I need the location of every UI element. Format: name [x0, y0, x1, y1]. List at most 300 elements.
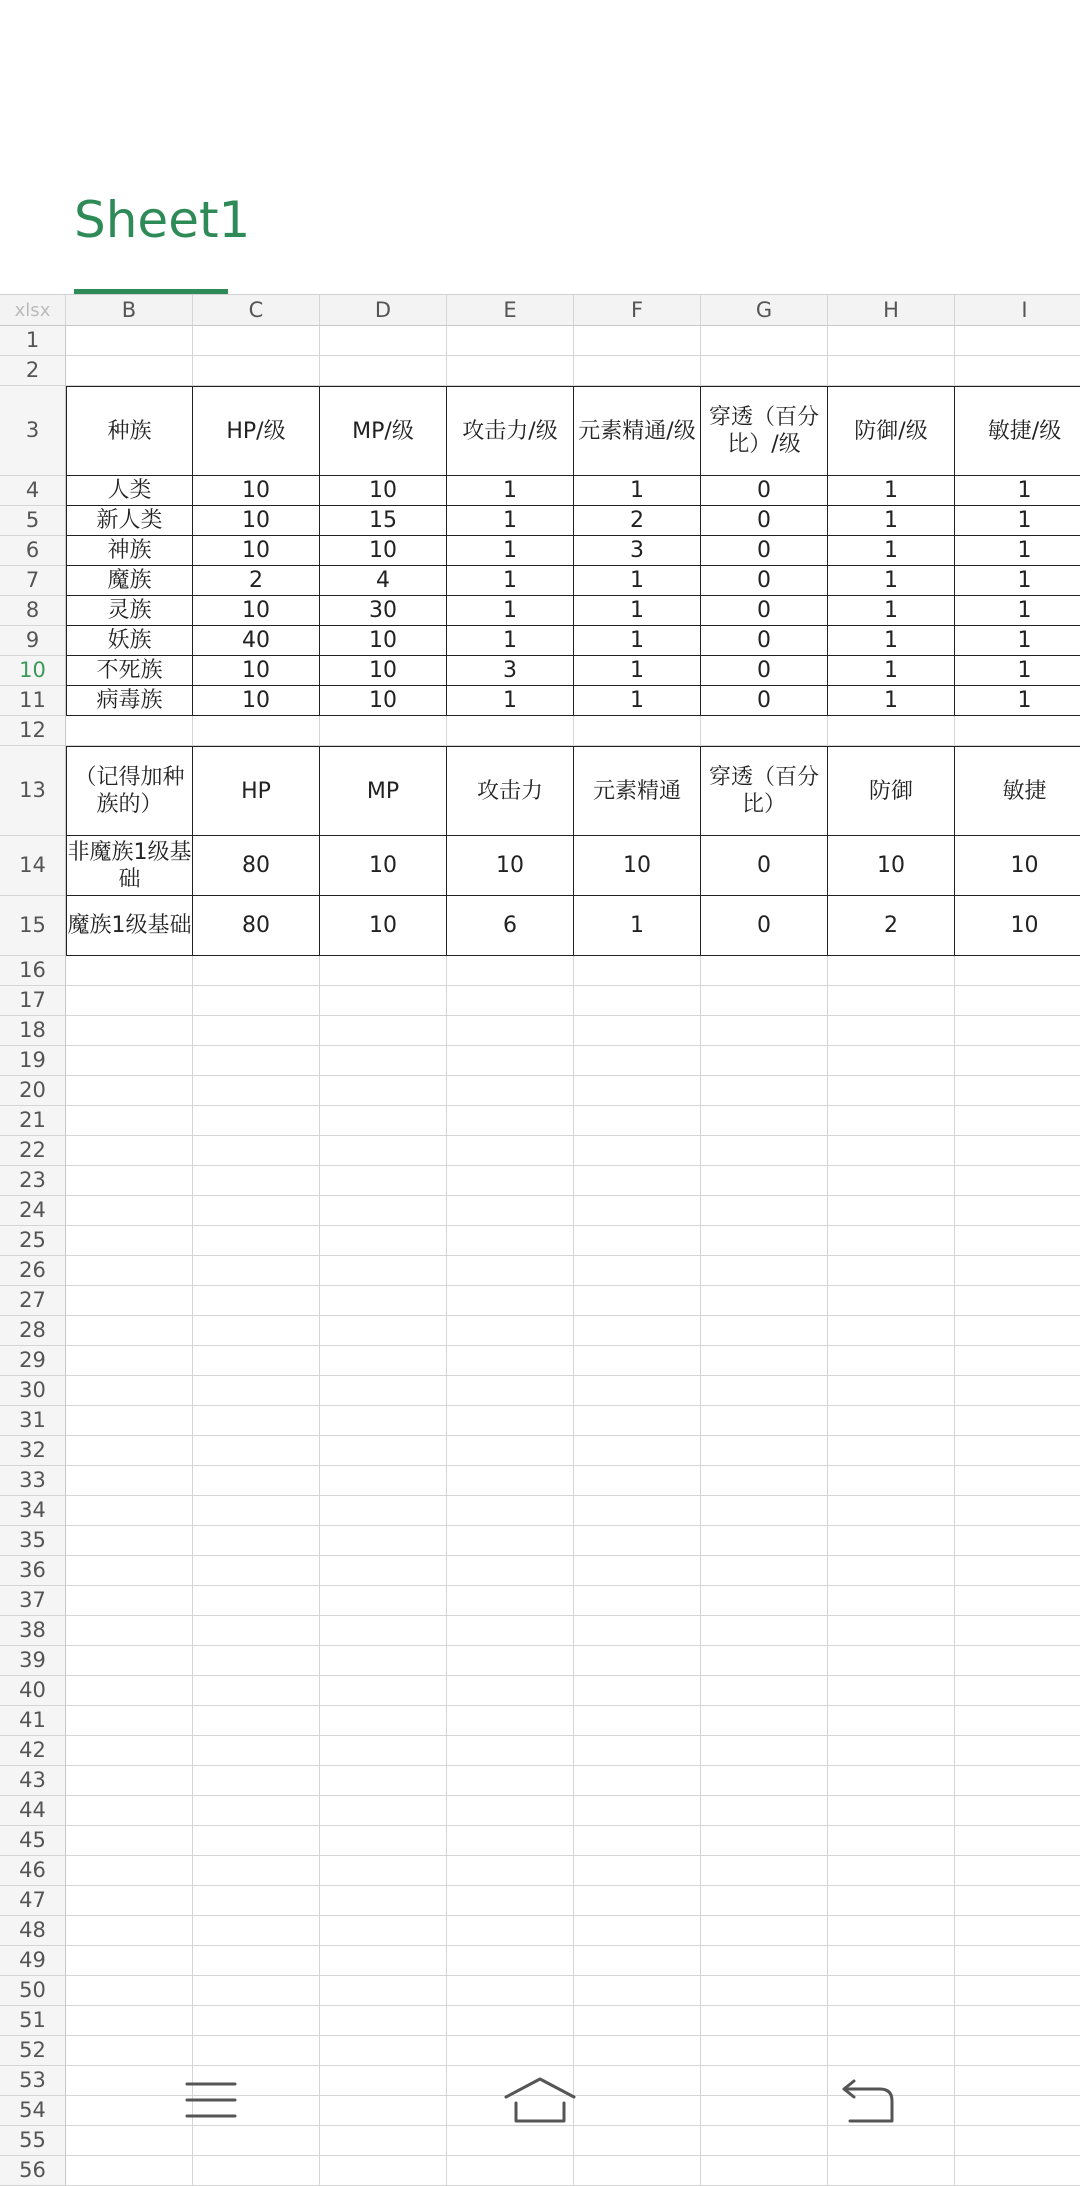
cell-b10[interactable]: 不死族	[66, 656, 193, 686]
cell-e7[interactable]: 1	[447, 566, 574, 596]
cell-i6[interactable]: 1	[955, 536, 1080, 566]
cell-h36[interactable]	[828, 1556, 955, 1586]
cell-d38[interactable]	[320, 1616, 447, 1646]
cell-b22[interactable]	[66, 1136, 193, 1166]
cell-e23[interactable]	[447, 1166, 574, 1196]
cell-b43[interactable]	[66, 1766, 193, 1796]
cell-f56[interactable]	[574, 2156, 701, 2186]
cell-f48[interactable]	[574, 1916, 701, 1946]
home-icon[interactable]	[500, 2070, 580, 2130]
cell-h19[interactable]	[828, 1046, 955, 1076]
row-header-16[interactable]: 16	[0, 956, 66, 986]
cell-f32[interactable]	[574, 1436, 701, 1466]
cell-d26[interactable]	[320, 1256, 447, 1286]
cell-h20[interactable]	[828, 1076, 955, 1106]
cell-h4[interactable]: 1	[828, 476, 955, 506]
cell-f38[interactable]	[574, 1616, 701, 1646]
row-header-37[interactable]: 37	[0, 1586, 66, 1616]
cell-d51[interactable]	[320, 2006, 447, 2036]
row-header-55[interactable]: 55	[0, 2126, 66, 2156]
cell-b31[interactable]	[66, 1406, 193, 1436]
cell-g28[interactable]	[701, 1316, 828, 1346]
cell-c46[interactable]	[193, 1856, 320, 1886]
cell-b46[interactable]	[66, 1856, 193, 1886]
cell-g14[interactable]: 0	[701, 836, 828, 896]
row-header-52[interactable]: 52	[0, 2036, 66, 2066]
row-header-24[interactable]: 24	[0, 1196, 66, 1226]
cell-g33[interactable]	[701, 1466, 828, 1496]
row-header-7[interactable]: 7	[0, 566, 66, 596]
cell-i37[interactable]	[955, 1586, 1080, 1616]
cell-f28[interactable]	[574, 1316, 701, 1346]
cell-e47[interactable]	[447, 1886, 574, 1916]
row-header-23[interactable]: 23	[0, 1166, 66, 1196]
cell-d14[interactable]: 10	[320, 836, 447, 896]
cell-f14[interactable]: 10	[574, 836, 701, 896]
cell-d56[interactable]	[320, 2156, 447, 2186]
row-header-6[interactable]: 6	[0, 536, 66, 566]
cell-d22[interactable]	[320, 1136, 447, 1166]
row-header-30[interactable]: 30	[0, 1376, 66, 1406]
cell-i40[interactable]	[955, 1676, 1080, 1706]
cell-f50[interactable]	[574, 1976, 701, 2006]
cell-d21[interactable]	[320, 1106, 447, 1136]
cell-e15[interactable]: 6	[447, 896, 574, 956]
cell-c51[interactable]	[193, 2006, 320, 2036]
cell-e4[interactable]: 1	[447, 476, 574, 506]
column-header-c[interactable]: C	[193, 294, 320, 326]
cell-b28[interactable]	[66, 1316, 193, 1346]
cell-b18[interactable]	[66, 1016, 193, 1046]
cell-i34[interactable]	[955, 1496, 1080, 1526]
cell-i19[interactable]	[955, 1046, 1080, 1076]
cell-c24[interactable]	[193, 1196, 320, 1226]
cell-h41[interactable]	[828, 1706, 955, 1736]
cell-i16[interactable]	[955, 956, 1080, 986]
cell-b24[interactable]	[66, 1196, 193, 1226]
cell-e27[interactable]	[447, 1286, 574, 1316]
cell-g51[interactable]	[701, 2006, 828, 2036]
cell-c38[interactable]	[193, 1616, 320, 1646]
cell-c1[interactable]	[193, 326, 320, 356]
row-header-49[interactable]: 49	[0, 1946, 66, 1976]
cell-d34[interactable]	[320, 1496, 447, 1526]
cell-d37[interactable]	[320, 1586, 447, 1616]
cell-g26[interactable]	[701, 1256, 828, 1286]
cell-h6[interactable]: 1	[828, 536, 955, 566]
cell-h26[interactable]	[828, 1256, 955, 1286]
cell-f8[interactable]: 1	[574, 596, 701, 626]
cell-c16[interactable]	[193, 956, 320, 986]
cell-e41[interactable]	[447, 1706, 574, 1736]
select-all-corner[interactable]: xlsx	[0, 294, 66, 326]
cell-c35[interactable]	[193, 1526, 320, 1556]
cell-i36[interactable]	[955, 1556, 1080, 1586]
cell-c31[interactable]	[193, 1406, 320, 1436]
cell-c41[interactable]	[193, 1706, 320, 1736]
cell-d2[interactable]	[320, 356, 447, 386]
cell-b12[interactable]	[66, 716, 193, 746]
cell-e37[interactable]	[447, 1586, 574, 1616]
cell-f1[interactable]	[574, 326, 701, 356]
cell-g31[interactable]	[701, 1406, 828, 1436]
cell-f15[interactable]: 1	[574, 896, 701, 956]
menu-icon[interactable]	[171, 2070, 251, 2130]
cell-g45[interactable]	[701, 1826, 828, 1856]
row-header-29[interactable]: 29	[0, 1346, 66, 1376]
row-header-4[interactable]: 4	[0, 476, 66, 506]
cell-d44[interactable]	[320, 1796, 447, 1826]
cell-d29[interactable]	[320, 1346, 447, 1376]
cell-h10[interactable]: 1	[828, 656, 955, 686]
cell-h50[interactable]	[828, 1976, 955, 2006]
cell-b7[interactable]: 魔族	[66, 566, 193, 596]
cell-c50[interactable]	[193, 1976, 320, 2006]
cell-e9[interactable]: 1	[447, 626, 574, 656]
cell-i30[interactable]	[955, 1376, 1080, 1406]
row-header-5[interactable]: 5	[0, 506, 66, 536]
cell-d4[interactable]: 10	[320, 476, 447, 506]
cell-g25[interactable]	[701, 1226, 828, 1256]
cell-e44[interactable]	[447, 1796, 574, 1826]
cell-c18[interactable]	[193, 1016, 320, 1046]
cell-i7[interactable]: 1	[955, 566, 1080, 596]
cell-c14[interactable]: 80	[193, 836, 320, 896]
cell-f21[interactable]	[574, 1106, 701, 1136]
row-header-45[interactable]: 45	[0, 1826, 66, 1856]
cell-f33[interactable]	[574, 1466, 701, 1496]
row-header-41[interactable]: 41	[0, 1706, 66, 1736]
cell-d3[interactable]: MP/级	[320, 386, 447, 476]
cell-i56[interactable]	[955, 2156, 1080, 2186]
cell-c4[interactable]: 10	[193, 476, 320, 506]
cell-c27[interactable]	[193, 1286, 320, 1316]
cell-h18[interactable]	[828, 1016, 955, 1046]
cell-b44[interactable]	[66, 1796, 193, 1826]
cell-h39[interactable]	[828, 1646, 955, 1676]
cell-c5[interactable]: 10	[193, 506, 320, 536]
cell-e20[interactable]	[447, 1076, 574, 1106]
cell-c26[interactable]	[193, 1256, 320, 1286]
row-header-26[interactable]: 26	[0, 1256, 66, 1286]
cell-c13[interactable]: HP	[193, 746, 320, 836]
cell-e46[interactable]	[447, 1856, 574, 1886]
cell-e2[interactable]	[447, 356, 574, 386]
cell-h48[interactable]	[828, 1916, 955, 1946]
row-header-2[interactable]: 2	[0, 356, 66, 386]
cell-i51[interactable]	[955, 2006, 1080, 2036]
cell-b51[interactable]	[66, 2006, 193, 2036]
cell-g5[interactable]: 0	[701, 506, 828, 536]
cell-h56[interactable]	[828, 2156, 955, 2186]
cell-e12[interactable]	[447, 716, 574, 746]
cell-c49[interactable]	[193, 1946, 320, 1976]
cell-e3[interactable]: 攻击力/级	[447, 386, 574, 476]
cell-g39[interactable]	[701, 1646, 828, 1676]
cell-i31[interactable]	[955, 1406, 1080, 1436]
cell-b2[interactable]	[66, 356, 193, 386]
cell-i25[interactable]	[955, 1226, 1080, 1256]
cell-e49[interactable]	[447, 1946, 574, 1976]
cell-i45[interactable]	[955, 1826, 1080, 1856]
cell-g17[interactable]	[701, 986, 828, 1016]
cell-i8[interactable]: 1	[955, 596, 1080, 626]
cell-f11[interactable]: 1	[574, 686, 701, 716]
cell-h31[interactable]	[828, 1406, 955, 1436]
cell-c2[interactable]	[193, 356, 320, 386]
cell-g8[interactable]: 0	[701, 596, 828, 626]
cell-b13[interactable]: （记得加种族的）	[66, 746, 193, 836]
cell-h38[interactable]	[828, 1616, 955, 1646]
row-header-28[interactable]: 28	[0, 1316, 66, 1346]
cell-c33[interactable]	[193, 1466, 320, 1496]
cell-h33[interactable]	[828, 1466, 955, 1496]
cell-h44[interactable]	[828, 1796, 955, 1826]
row-header-43[interactable]: 43	[0, 1766, 66, 1796]
row-header-32[interactable]: 32	[0, 1436, 66, 1466]
cell-d45[interactable]	[320, 1826, 447, 1856]
cell-i24[interactable]	[955, 1196, 1080, 1226]
cell-d42[interactable]	[320, 1736, 447, 1766]
cell-f49[interactable]	[574, 1946, 701, 1976]
sheet-tab[interactable]: Sheet1	[74, 191, 251, 249]
row-header-10[interactable]: 10	[0, 656, 66, 686]
row-header-46[interactable]: 46	[0, 1856, 66, 1886]
cell-e1[interactable]	[447, 326, 574, 356]
cell-h27[interactable]	[828, 1286, 955, 1316]
cell-d11[interactable]: 10	[320, 686, 447, 716]
cell-b41[interactable]	[66, 1706, 193, 1736]
cell-i47[interactable]	[955, 1886, 1080, 1916]
cell-c15[interactable]: 80	[193, 896, 320, 956]
cell-g48[interactable]	[701, 1916, 828, 1946]
row-header-44[interactable]: 44	[0, 1796, 66, 1826]
cell-g9[interactable]: 0	[701, 626, 828, 656]
cell-c9[interactable]: 40	[193, 626, 320, 656]
cell-e16[interactable]	[447, 956, 574, 986]
cell-g3[interactable]: 穿透（百分比）/级	[701, 386, 828, 476]
cell-i42[interactable]	[955, 1736, 1080, 1766]
cell-b30[interactable]	[66, 1376, 193, 1406]
cell-g32[interactable]	[701, 1436, 828, 1466]
cell-i13[interactable]: 敏捷	[955, 746, 1080, 836]
cell-i18[interactable]	[955, 1016, 1080, 1046]
cell-c23[interactable]	[193, 1166, 320, 1196]
column-header-b[interactable]: B	[66, 294, 193, 326]
cell-h2[interactable]	[828, 356, 955, 386]
cell-d6[interactable]: 10	[320, 536, 447, 566]
cell-h21[interactable]	[828, 1106, 955, 1136]
cell-h28[interactable]	[828, 1316, 955, 1346]
cell-h40[interactable]	[828, 1676, 955, 1706]
cell-g40[interactable]	[701, 1676, 828, 1706]
cell-e36[interactable]	[447, 1556, 574, 1586]
row-header-14[interactable]: 14	[0, 836, 66, 896]
cell-g23[interactable]	[701, 1166, 828, 1196]
cell-h22[interactable]	[828, 1136, 955, 1166]
cell-e10[interactable]: 3	[447, 656, 574, 686]
cell-f27[interactable]	[574, 1286, 701, 1316]
cell-b40[interactable]	[66, 1676, 193, 1706]
cell-e6[interactable]: 1	[447, 536, 574, 566]
cell-e43[interactable]	[447, 1766, 574, 1796]
cell-b21[interactable]	[66, 1106, 193, 1136]
cell-c42[interactable]	[193, 1736, 320, 1766]
cell-h9[interactable]: 1	[828, 626, 955, 656]
cell-g13[interactable]: 穿透（百分比）	[701, 746, 828, 836]
cell-b35[interactable]	[66, 1526, 193, 1556]
cell-h17[interactable]	[828, 986, 955, 1016]
column-header-d[interactable]: D	[320, 294, 447, 326]
cell-h29[interactable]	[828, 1346, 955, 1376]
cell-b8[interactable]: 灵族	[66, 596, 193, 626]
row-header-40[interactable]: 40	[0, 1676, 66, 1706]
cell-b14[interactable]: 非魔族1级基础	[66, 836, 193, 896]
row-header-33[interactable]: 33	[0, 1466, 66, 1496]
cell-f40[interactable]	[574, 1676, 701, 1706]
cell-g49[interactable]	[701, 1946, 828, 1976]
cell-i10[interactable]: 1	[955, 656, 1080, 686]
cell-b47[interactable]	[66, 1886, 193, 1916]
row-header-35[interactable]: 35	[0, 1526, 66, 1556]
cell-d16[interactable]	[320, 956, 447, 986]
cell-g15[interactable]: 0	[701, 896, 828, 956]
cell-f23[interactable]	[574, 1166, 701, 1196]
cell-b34[interactable]	[66, 1496, 193, 1526]
cell-b1[interactable]	[66, 326, 193, 356]
row-header-42[interactable]: 42	[0, 1736, 66, 1766]
cell-b16[interactable]	[66, 956, 193, 986]
cell-h5[interactable]: 1	[828, 506, 955, 536]
cell-b11[interactable]: 病毒族	[66, 686, 193, 716]
cell-g21[interactable]	[701, 1106, 828, 1136]
cell-i1[interactable]	[955, 326, 1080, 356]
cell-i15[interactable]: 10	[955, 896, 1080, 956]
cell-i21[interactable]	[955, 1106, 1080, 1136]
row-header-12[interactable]: 12	[0, 716, 66, 746]
cell-d18[interactable]	[320, 1016, 447, 1046]
row-header-39[interactable]: 39	[0, 1646, 66, 1676]
cell-i35[interactable]	[955, 1526, 1080, 1556]
cell-e40[interactable]	[447, 1676, 574, 1706]
cell-e29[interactable]	[447, 1346, 574, 1376]
cell-c45[interactable]	[193, 1826, 320, 1856]
row-header-38[interactable]: 38	[0, 1616, 66, 1646]
cell-h37[interactable]	[828, 1586, 955, 1616]
cell-b50[interactable]	[66, 1976, 193, 2006]
cell-d46[interactable]	[320, 1856, 447, 1886]
cell-f22[interactable]	[574, 1136, 701, 1166]
cell-h43[interactable]	[828, 1766, 955, 1796]
cell-d15[interactable]: 10	[320, 896, 447, 956]
cell-i44[interactable]	[955, 1796, 1080, 1826]
cell-f46[interactable]	[574, 1856, 701, 1886]
cell-b56[interactable]	[66, 2156, 193, 2186]
cell-f31[interactable]	[574, 1406, 701, 1436]
cell-i9[interactable]: 1	[955, 626, 1080, 656]
cell-e38[interactable]	[447, 1616, 574, 1646]
cell-c56[interactable]	[193, 2156, 320, 2186]
cell-i39[interactable]	[955, 1646, 1080, 1676]
cell-d9[interactable]: 10	[320, 626, 447, 656]
row-header-31[interactable]: 31	[0, 1406, 66, 1436]
cell-g34[interactable]	[701, 1496, 828, 1526]
row-header-9[interactable]: 9	[0, 626, 66, 656]
cell-f30[interactable]	[574, 1376, 701, 1406]
cell-d35[interactable]	[320, 1526, 447, 1556]
row-header-21[interactable]: 21	[0, 1106, 66, 1136]
cell-i43[interactable]	[955, 1766, 1080, 1796]
cell-g18[interactable]	[701, 1016, 828, 1046]
cell-g22[interactable]	[701, 1136, 828, 1166]
cell-h13[interactable]: 防御	[828, 746, 955, 836]
cell-c20[interactable]	[193, 1076, 320, 1106]
cell-f43[interactable]	[574, 1766, 701, 1796]
cell-d47[interactable]	[320, 1886, 447, 1916]
cell-h46[interactable]	[828, 1856, 955, 1886]
cell-d39[interactable]	[320, 1646, 447, 1676]
cell-f20[interactable]	[574, 1076, 701, 1106]
cell-h3[interactable]: 防御/级	[828, 386, 955, 476]
cell-f35[interactable]	[574, 1526, 701, 1556]
cell-d27[interactable]	[320, 1286, 447, 1316]
cell-i3[interactable]: 敏捷/级	[955, 386, 1080, 476]
cell-d30[interactable]	[320, 1376, 447, 1406]
cell-g1[interactable]	[701, 326, 828, 356]
cell-i29[interactable]	[955, 1346, 1080, 1376]
row-header-54[interactable]: 54	[0, 2096, 66, 2126]
cell-c7[interactable]: 2	[193, 566, 320, 596]
cell-b27[interactable]	[66, 1286, 193, 1316]
row-header-25[interactable]: 25	[0, 1226, 66, 1256]
cell-g2[interactable]	[701, 356, 828, 386]
cell-g30[interactable]	[701, 1376, 828, 1406]
cell-i27[interactable]	[955, 1286, 1080, 1316]
cell-d1[interactable]	[320, 326, 447, 356]
cell-h32[interactable]	[828, 1436, 955, 1466]
back-icon[interactable]	[828, 2070, 908, 2130]
cell-e45[interactable]	[447, 1826, 574, 1856]
cell-d31[interactable]	[320, 1406, 447, 1436]
cell-g12[interactable]	[701, 716, 828, 746]
column-header-e[interactable]: E	[447, 294, 574, 326]
row-header-18[interactable]: 18	[0, 1016, 66, 1046]
cell-g24[interactable]	[701, 1196, 828, 1226]
cell-e25[interactable]	[447, 1226, 574, 1256]
cell-f51[interactable]	[574, 2006, 701, 2036]
cell-h14[interactable]: 10	[828, 836, 955, 896]
cell-g44[interactable]	[701, 1796, 828, 1826]
cell-h23[interactable]	[828, 1166, 955, 1196]
cell-e26[interactable]	[447, 1256, 574, 1286]
cell-f44[interactable]	[574, 1796, 701, 1826]
cell-b20[interactable]	[66, 1076, 193, 1106]
row-header-8[interactable]: 8	[0, 596, 66, 626]
cell-i38[interactable]	[955, 1616, 1080, 1646]
cell-d40[interactable]	[320, 1676, 447, 1706]
cell-d19[interactable]	[320, 1046, 447, 1076]
cell-f18[interactable]	[574, 1016, 701, 1046]
row-header-15[interactable]: 15	[0, 896, 66, 956]
cell-g19[interactable]	[701, 1046, 828, 1076]
cell-h51[interactable]	[828, 2006, 955, 2036]
cell-e51[interactable]	[447, 2006, 574, 2036]
cell-f42[interactable]	[574, 1736, 701, 1766]
cell-h24[interactable]	[828, 1196, 955, 1226]
cell-e5[interactable]: 1	[447, 506, 574, 536]
cell-b3[interactable]: 种族	[66, 386, 193, 476]
cell-h12[interactable]	[828, 716, 955, 746]
